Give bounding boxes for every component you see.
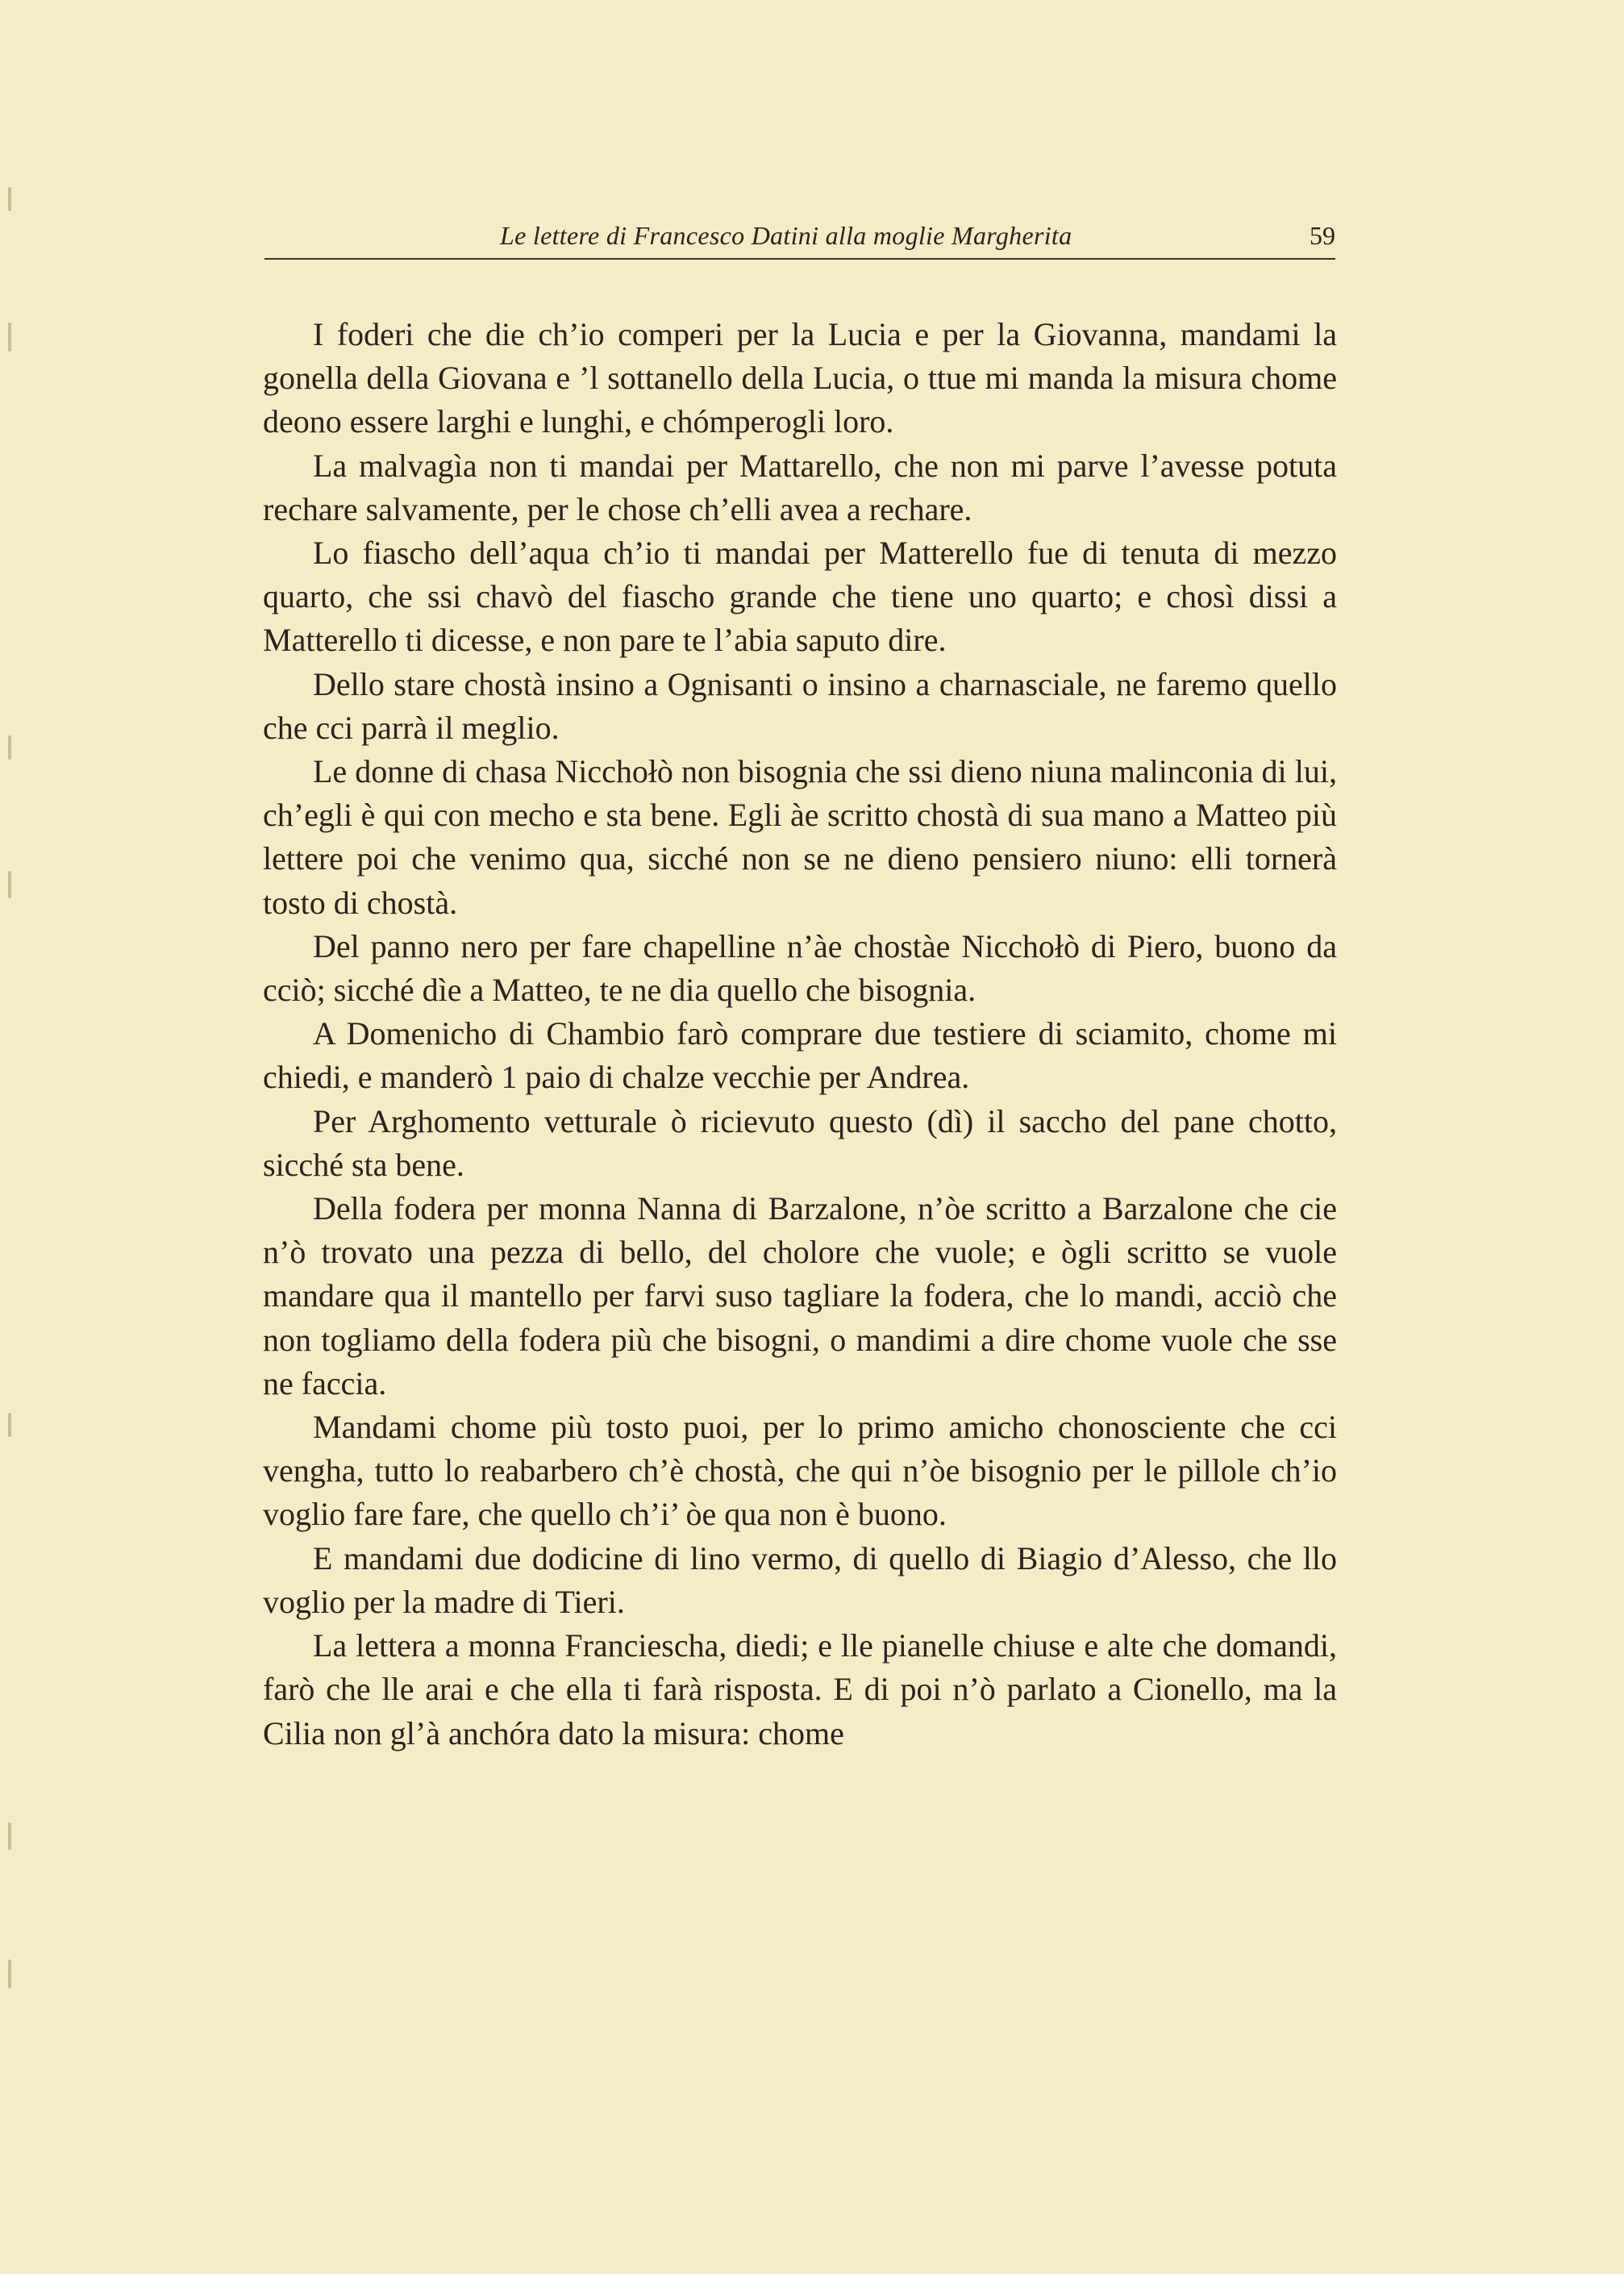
paragraph: Mandami chome più tosto puoi, per lo primo amicho chonosciente che cci vengha, tutto lo reabarbero ch’è chostà, che qui n’òe bisognio per le pillole ch’io voglio fare fare, che quello ch’i’ òe qua non è buono. bbox=[263, 1409, 1337, 1533]
paragraph: Lo fiascho dell’aqua ch’io ti mandai per Matterello fue di tenuta di mezzo quarto, che ssi chavò del fiascho grande che tiene uno quarto; e chosì dissi a Matterello ti dicesse, e non pare te l’abia saputo dire. bbox=[263, 535, 1337, 659]
paragraph: A Domenicho di Chambio farò comprare due testiere di sciamito, chome mi chiedi, e manderò 1 paio di chalze vecchie per Andrea. bbox=[263, 1015, 1337, 1096]
page-edge-mark bbox=[8, 735, 11, 760]
page-edge-mark bbox=[8, 1413, 11, 1437]
page-edge-mark bbox=[8, 871, 11, 898]
paragraph: Dello stare chostà insino a Ognisanti o insino a charnasciale, ne faremo quello che cci parrà il meglio. bbox=[263, 665, 1337, 746]
paragraph: Del panno nero per fare chapelline n’àe chostàe Nicchołò di Piero, buono da cciò; sicché dìe a Matteo, te ne dia quello che bisognia. bbox=[263, 927, 1337, 1009]
running-header bbox=[264, 216, 1335, 260]
paragraph: Della fodera per monna Nanna di Barzalone, n’òe scritto a Barzalone che cie n’ò trovato una pezza di bello, del cholore che vuole; e ògli scritto se vuole mandare qua il mantello per farvi suso tagliare la fodera, che lo mandi, acciò che non togliamo della fodera più che bisogni, o mandimi a dire chome vuole che sse ne faccia. bbox=[263, 1190, 1337, 1401]
page-edge-mark bbox=[8, 1822, 11, 1850]
paragraph: Le donne di chasa Nicchołò non bisognia che ssi dieno niuna malinconia di lui, ch’egli è qui con mecho e sta bene. Egli àe scritto chostà di sua mano a Matteo più lettere poi che venimo qua, sicché non se ne dieno pensiero niuno: elli tornerà tosto di chostà. bbox=[263, 753, 1337, 921]
page-number: 59 bbox=[1310, 221, 1335, 250]
page-edge-mark bbox=[8, 323, 11, 352]
paragraph: La lettera a monna Franciescha, diedi; e lle pianelle chiuse e alte che domandi, farò che lle arai e che ella ti farà risposta. E di poi n’ò parlato a Cionello, ma la Cilia non gl’à anchóra dato la misura: chome bbox=[263, 1627, 1337, 1751]
paragraph: E mandami due dodicine di lino vermo, di quello di Biagio d’Alesso, che llo voglio per la madre di Tieri. bbox=[263, 1539, 1337, 1620]
running-title: Le lettere di Francesco Datini alla moglie Margherita bbox=[500, 221, 1072, 250]
letter-body bbox=[263, 313, 1337, 1755]
page-edge-mark bbox=[8, 187, 11, 211]
page-edge-mark bbox=[8, 1960, 11, 1989]
paragraph: I foderi che die ch’io comperi per la Lucia e per la Giovanna, mandami la gonella della Giovana e ’l sottanello della Lucia, o ttue mi manda la misura chome deono essere larghi e lunghi, e chómperogli loro. bbox=[263, 316, 1337, 440]
paragraph: Per Arghomento vetturale ò ricievuto questo (dì) il saccho del pane chotto, sicché sta bene. bbox=[263, 1102, 1337, 1183]
paragraph: La malvagìa non ti mandai per Mattarello, che non mi parve l’avesse potuta rechare salvamente, per le chose ch’elli avea a rechare. bbox=[263, 447, 1337, 527]
